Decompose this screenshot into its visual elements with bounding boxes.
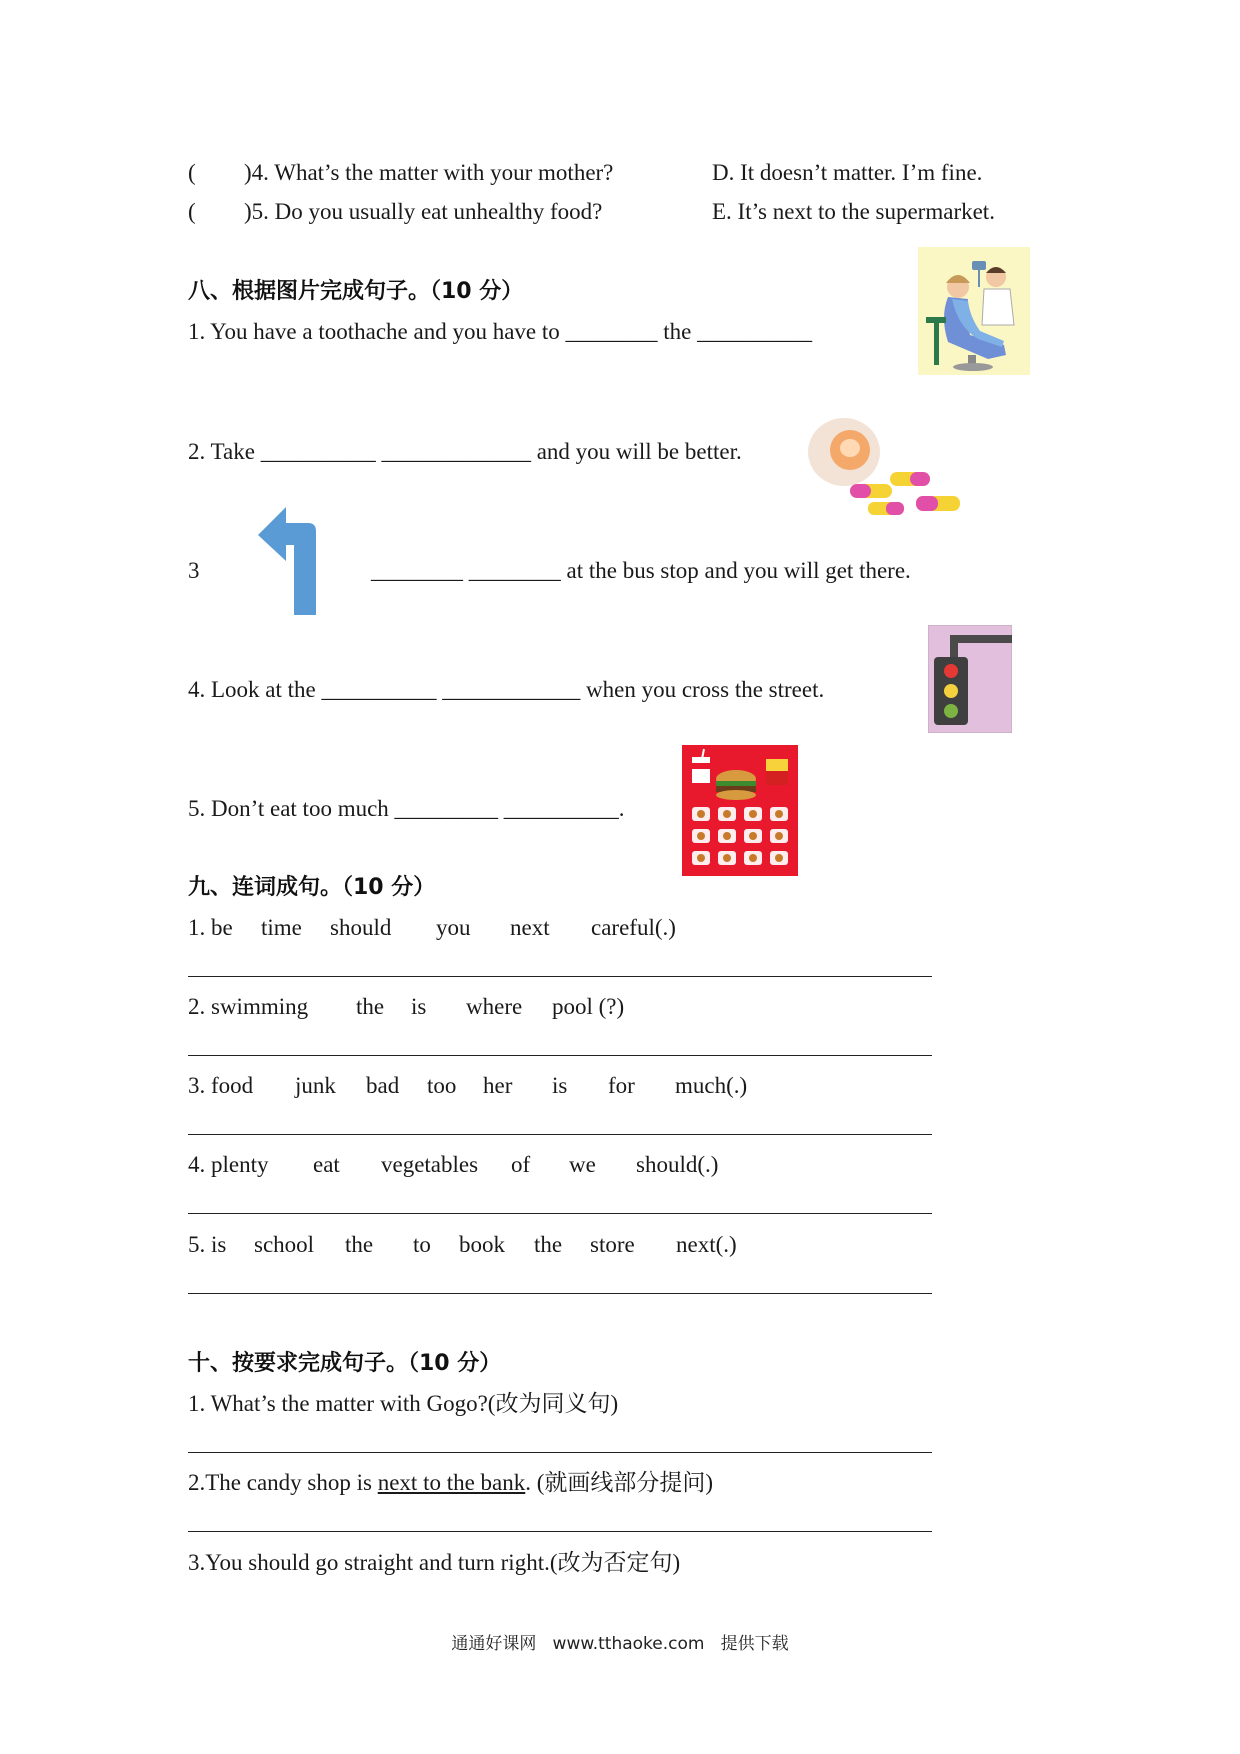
matching-question-5: )5. Do you usually eat unhealthy food? [244,199,603,224]
answer-paren: ( [188,160,196,185]
word: 3. food [188,1073,254,1098]
junk-food-picture [682,745,798,876]
word: of [511,1152,531,1177]
medicine-pills-picture [806,412,962,520]
word: 1. be [188,915,233,940]
turn-left-arrow-picture [256,505,322,615]
section-8-q4: 4. Look at the __________ ____________ when you cross the street. [188,677,825,702]
word: careful(.) [591,915,676,940]
word: where [466,994,523,1019]
scrambled-row-3 [0,1072,1240,1100]
scrambled-row-5 [0,1231,1240,1259]
word: vegetables [381,1152,479,1177]
scrambled-row-4 [0,1151,1240,1179]
answer-line [188,1531,932,1532]
word: we [569,1152,596,1177]
scrambled-row-1 [0,914,1240,942]
word: bad [366,1073,400,1098]
answer-line [188,976,932,977]
q2-underlined-phrase: next to the bank [377,1470,526,1495]
word: pool (?) [552,994,625,1019]
section-10-q3: 3.You should go straight and turn right.(改为否定句) [188,1550,681,1575]
q2-prefix: 2.The candy shop is [188,1470,378,1495]
word: the [534,1232,563,1257]
word: next [510,915,550,940]
word: too [427,1073,457,1098]
section-10-q1: 1. What’s the matter with Gogo?(改为同义句) [188,1391,619,1416]
dentist-picture [918,247,1030,375]
answer-line [188,1293,932,1294]
word: is [552,1073,568,1098]
word: the [356,994,385,1019]
page-footer: 通通好课网 www.tthaoke.com 提供下载 [451,1634,789,1654]
matching-option-d: D. It doesn’t matter. I’m fine. [712,160,983,185]
word: to [413,1232,431,1257]
traffic-light-picture [928,625,1012,733]
word: store [590,1232,635,1257]
word: the [345,1232,374,1257]
answer-line [188,1213,932,1214]
word: next(.) [676,1232,737,1257]
matching-option-e: E. It’s next to the supermarket. [712,199,995,224]
word: time [261,915,302,940]
section-8-q2: 2. Take __________ _____________ and you will be better. [188,439,742,464]
section-10-title: 十、按要求完成句子。（10 分） [188,1351,502,1376]
matching-question-4: )4. What’s the matter with your mother? [244,160,614,185]
word: 2. swimming [188,994,309,1019]
section-8-q5: 5. Don’t eat too much _________ __________. [188,796,625,821]
section-8-title: 八、根据图片完成句子。（10 分） [188,279,524,304]
answer-line [188,1134,932,1135]
word: school [254,1232,315,1257]
section-8-q3-text: ________ ________ at the bus stop and you will get there. [371,558,911,583]
section-8-q3-number: 3 [188,558,200,583]
word: is [411,994,427,1019]
word: for [608,1073,635,1098]
word: 5. is [188,1232,227,1257]
word: should(.) [636,1152,719,1177]
word: junk [295,1073,336,1098]
word: much(.) [675,1073,748,1098]
q2-suffix: . (就画线部分提问) [525,1470,714,1495]
word: 4. plenty [188,1152,269,1177]
section-10-q2 [188,1469,713,1497]
section-9-title: 九、连词成句。（10 分） [188,875,436,900]
answer-paren: ( [188,199,196,224]
word: should [330,915,392,940]
word: book [459,1232,505,1257]
scrambled-row-2 [0,993,1240,1021]
answer-line [188,1452,932,1453]
word: eat [313,1152,340,1177]
word: her [483,1073,513,1098]
answer-line [188,1055,932,1056]
section-8-q1: 1. You have a toothache and you have to ________ the __________ [188,319,813,344]
word: you [436,915,471,940]
